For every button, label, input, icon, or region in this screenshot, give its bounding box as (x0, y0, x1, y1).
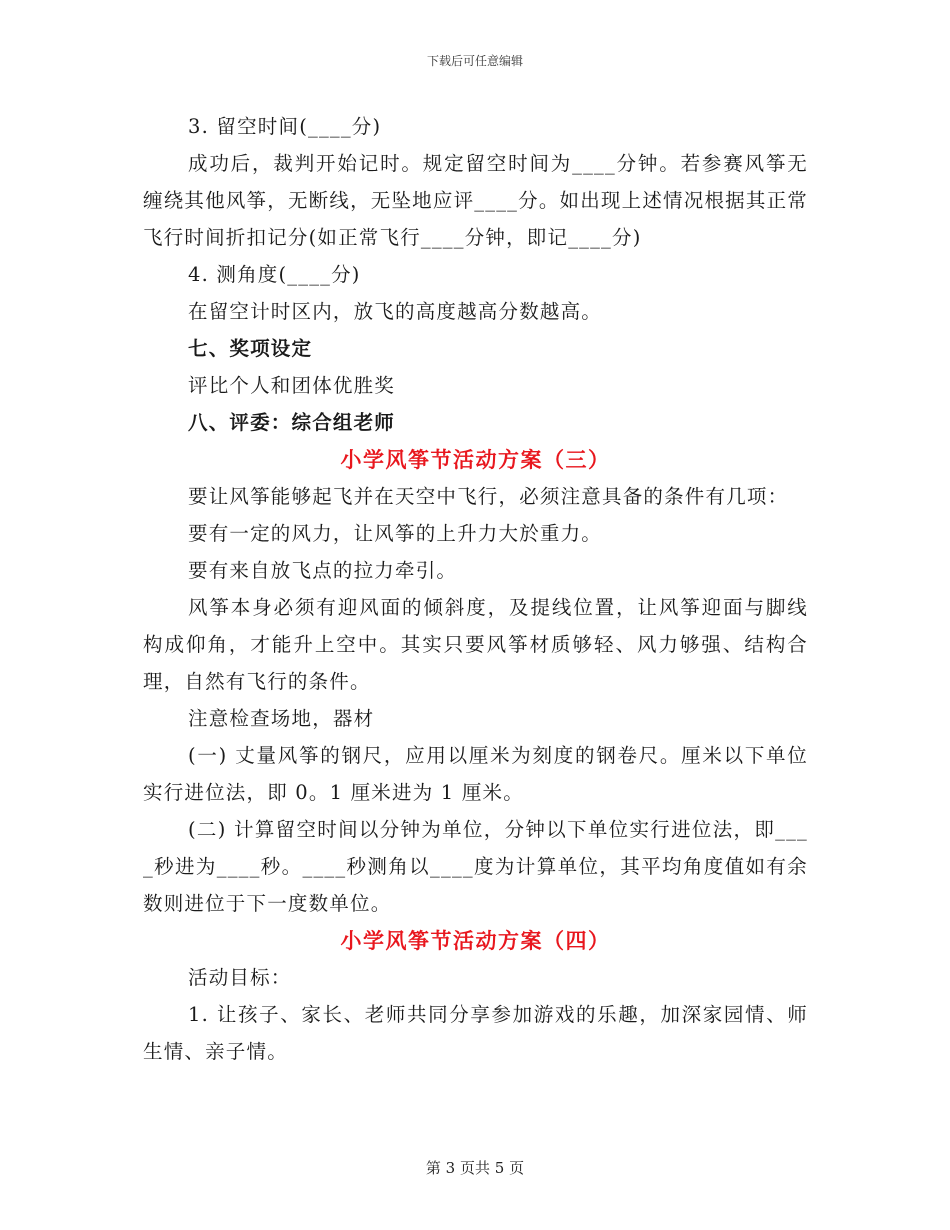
paragraph-condition-wind: 要有一定的风力，让风筝的上升力大於重力。 (188, 522, 603, 545)
paragraph-time-calculation: (二) 计算留空时间以分钟为单位，分钟以下单位实行进位法，即____秒进为____秒。____秒测角以____度为计算单位，其平均角度值如有余数则进位于下一度数单位。 (143, 818, 808, 915)
paragraph-angle-rules: 在留空计时区内，放飞的高度越高分数越高。 (188, 300, 603, 323)
paragraph-conditions-intro: 要让风筝能够起飞并在天空中飞行，必须注意具备的条件有几项： (188, 485, 789, 508)
paragraph-awards: 评比个人和团体优胜奖 (188, 374, 396, 397)
section-title-plan-3: 小学风筝节活动方案（三） (340, 447, 611, 472)
section-heading-judges: 八、评委：综合组老师 (188, 411, 396, 434)
paragraph-condition-angle: 风筝本身必须有迎风面的倾斜度，及提线位置，让风筝迎面与脚线构成仰角，才能升上空中。其实只要风筝材质够轻、风力够强、结构合理，自然有飞行的条件。 (143, 596, 808, 693)
page-header: 下载后可任意编辑 (426, 54, 523, 68)
paragraph-flight-time-rules: 成功后，裁判开始记时。规定留空时间为____分钟。若参赛风筝无缠绕其他风筝，无断线，无坠地应评____分。如出现上述情况根据其正常飞行时间折扣记分(如正常飞行____分钟，即记____分) (143, 152, 808, 249)
paragraph-condition-pull: 要有来自放飞点的拉力牵引。 (188, 559, 458, 582)
document-body (143, 108, 808, 1070)
paragraph-check-equipment: 注意检查场地，器材 (188, 707, 375, 730)
section-title-plan-4: 小学风筝节活动方案（四） (340, 928, 611, 953)
paragraph-measure-ruler: (一) 丈量风筝的钢尺，应用以厘米为刻度的钢卷尺。厘米以下单位实行进位法，即 0。1 厘米进为 1 厘米。 (143, 744, 808, 804)
paragraph-item-3-heading: 3. 留空时间(____分) (188, 115, 382, 138)
section-heading-awards: 七、奖项设定 (188, 337, 313, 360)
paragraph-activity-goals: 活动目标： (188, 966, 292, 989)
paragraph-goal-1: 1. 让孩子、家长、老师共同分享参加游戏的乐趣，加深家园情、师生情、亲子情。 (143, 1003, 808, 1063)
paragraph-item-4-heading: 4. 测角度(____分) (188, 263, 361, 286)
page-footer: 第 3 页共 5 页 (425, 1159, 525, 1177)
